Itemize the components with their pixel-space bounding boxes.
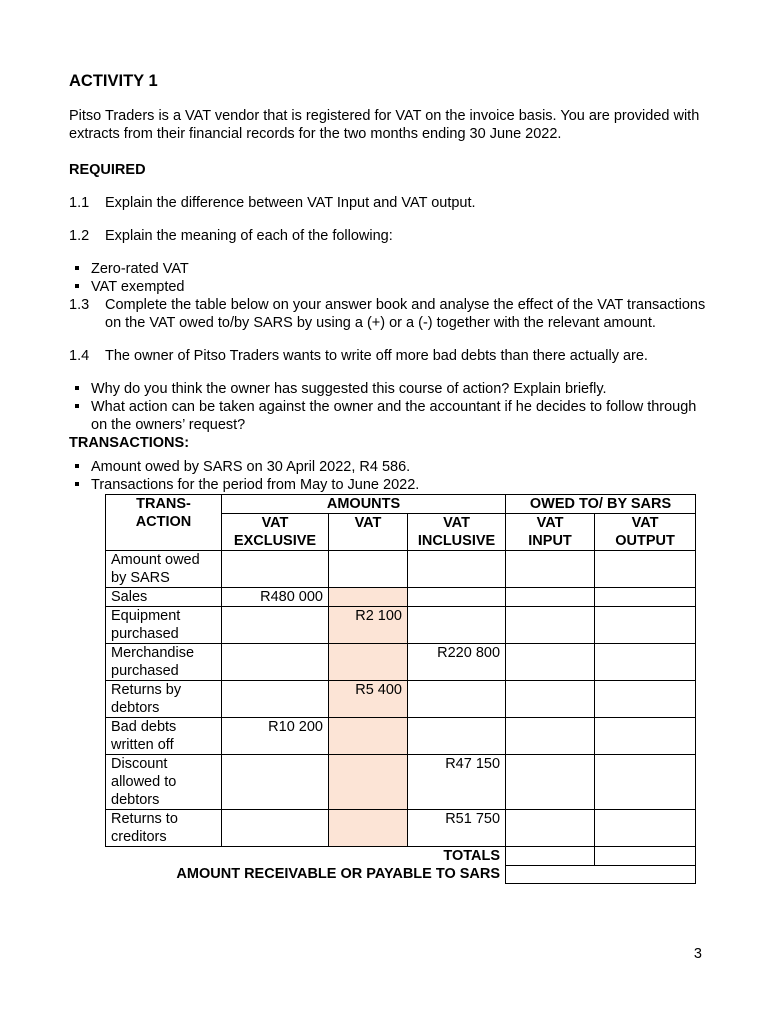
header-transaction: TRANS- ACTION xyxy=(106,495,222,551)
vat-inclusive-cell: R220 800 xyxy=(408,644,506,681)
header-amounts: AMOUNTS xyxy=(222,495,506,514)
header-vat-input: VAT INPUT xyxy=(506,514,595,551)
vat-inclusive-cell xyxy=(408,588,506,607)
row-label: Bad debts written off xyxy=(106,718,222,755)
table-row xyxy=(106,551,696,588)
header-vat-output: VAT OUTPUT xyxy=(595,514,696,551)
vat-input-cell xyxy=(506,681,595,718)
vat-exclusive-cell xyxy=(222,607,329,644)
vat-output-cell xyxy=(595,588,696,607)
table-row xyxy=(106,718,696,755)
vat-table xyxy=(105,494,696,884)
vat-cell xyxy=(329,755,408,810)
q14-bullet-list xyxy=(69,380,709,434)
vat-cell xyxy=(329,551,408,588)
question-number: 1.2 xyxy=(69,228,90,244)
question-text: Explain the difference between VAT Input and VAT output. xyxy=(105,195,476,211)
row-label: Equipment purchased xyxy=(106,607,222,644)
row-label: Amount owed by SARS xyxy=(106,551,222,588)
header-vat-inclusive: VAT INCLUSIVE xyxy=(408,514,506,551)
row-label: Returns to creditors xyxy=(106,810,222,847)
question-number: 1.4 xyxy=(69,348,90,364)
table-row xyxy=(106,644,696,681)
vat-cell xyxy=(329,810,408,847)
table-row xyxy=(106,607,696,644)
question-1-1 xyxy=(69,194,709,212)
vat-output-cell xyxy=(595,755,696,810)
page-number: 3 xyxy=(693,946,702,962)
question-1-2 xyxy=(69,227,709,245)
row-label: Returns by debtors xyxy=(106,681,222,718)
q12-bullet-list xyxy=(69,260,709,296)
vat-exclusive-cell: R480 000 xyxy=(222,588,329,607)
vat-exclusive-cell xyxy=(222,755,329,810)
row-label: Merchandise purchased xyxy=(106,644,222,681)
vat-inclusive-cell xyxy=(408,607,506,644)
vat-output-cell xyxy=(595,810,696,847)
amount-payable-cell xyxy=(506,865,696,883)
vat-exclusive-cell: R10 200 xyxy=(222,718,329,755)
question-1-3 xyxy=(69,296,709,332)
vat-inclusive-cell xyxy=(408,718,506,755)
transactions-bullet-list xyxy=(69,458,709,494)
vat-cell: R2 100 xyxy=(329,607,408,644)
vat-output-cell xyxy=(595,551,696,588)
vat-exclusive-cell xyxy=(222,810,329,847)
list-item: Why do you think the owner has suggested this course of action? Explain briefly. xyxy=(69,380,709,398)
vat-output-cell xyxy=(595,681,696,718)
vat-cell xyxy=(329,644,408,681)
vat-inclusive-cell xyxy=(408,681,506,718)
table-row xyxy=(106,810,696,847)
required-heading: REQUIRED xyxy=(69,162,146,178)
vat-input-cell xyxy=(506,755,595,810)
vat-input-cell xyxy=(506,607,595,644)
question-number: 1.1 xyxy=(69,195,90,211)
header-owed: OWED TO/ BY SARS xyxy=(506,495,696,514)
vat-cell xyxy=(329,588,408,607)
vat-cell xyxy=(329,718,408,755)
totals-vat-input-cell xyxy=(506,847,595,866)
table-row xyxy=(106,755,696,810)
question-1-4 xyxy=(69,347,709,365)
vat-exclusive-cell xyxy=(222,644,329,681)
totals-vat-output-cell xyxy=(595,847,696,866)
document-page xyxy=(69,72,709,884)
totals-label: TOTALS xyxy=(443,848,501,864)
activity-heading: ACTIVITY 1 xyxy=(69,72,158,90)
vat-input-cell xyxy=(506,551,595,588)
vat-input-cell xyxy=(506,810,595,847)
vat-inclusive-cell: R47 150 xyxy=(408,755,506,810)
vat-input-cell xyxy=(506,588,595,607)
transactions-heading: TRANSACTIONS: xyxy=(69,435,190,451)
row-label: Discount allowed to debtors xyxy=(106,755,222,810)
amount-payable-label: AMOUNT RECEIVABLE OR PAYABLE TO SARS xyxy=(176,866,501,882)
vat-output-cell xyxy=(595,644,696,681)
vat-output-cell xyxy=(595,718,696,755)
list-item: Transactions for the period from May to June 2022. xyxy=(69,476,709,494)
intro-paragraph: Pitso Traders is a VAT vendor that is registered for VAT on the invoice basis. You are provided with extracts from their financial records for the two months ending 30 June 2022. xyxy=(69,108,700,142)
table-row xyxy=(106,681,696,718)
vat-exclusive-cell xyxy=(222,681,329,718)
list-item: Amount owed by SARS on 30 April 2022, R4 586. xyxy=(69,458,709,476)
question-text: Complete the table below on your answer book and analyse the effect of the VAT transactions on the VAT owed to/by SARS by using a (+) or a (-) together with the relevant amount. xyxy=(105,297,706,331)
question-text: The owner of Pitso Traders wants to write off more bad debts than there actually are. xyxy=(105,348,648,364)
vat-inclusive-cell: R51 750 xyxy=(408,810,506,847)
vat-inclusive-cell xyxy=(408,551,506,588)
row-label: Sales xyxy=(106,588,222,607)
question-number: 1.3 xyxy=(69,297,90,313)
header-vat-exclusive: VAT EXCLUSIVE xyxy=(222,514,329,551)
table-row xyxy=(106,588,696,607)
vat-input-cell xyxy=(506,718,595,755)
vat-output-cell xyxy=(595,607,696,644)
list-item: What action can be taken against the owner and the accountant if he decides to follow through on the owners’ request? xyxy=(69,398,709,434)
question-text: Explain the meaning of each of the following: xyxy=(105,228,393,244)
vat-exclusive-cell xyxy=(222,551,329,588)
vat-input-cell xyxy=(506,644,595,681)
header-vat: VAT xyxy=(329,514,408,551)
vat-cell: R5 400 xyxy=(329,681,408,718)
list-item: VAT exempted xyxy=(69,278,709,296)
list-item: Zero-rated VAT xyxy=(69,260,709,278)
